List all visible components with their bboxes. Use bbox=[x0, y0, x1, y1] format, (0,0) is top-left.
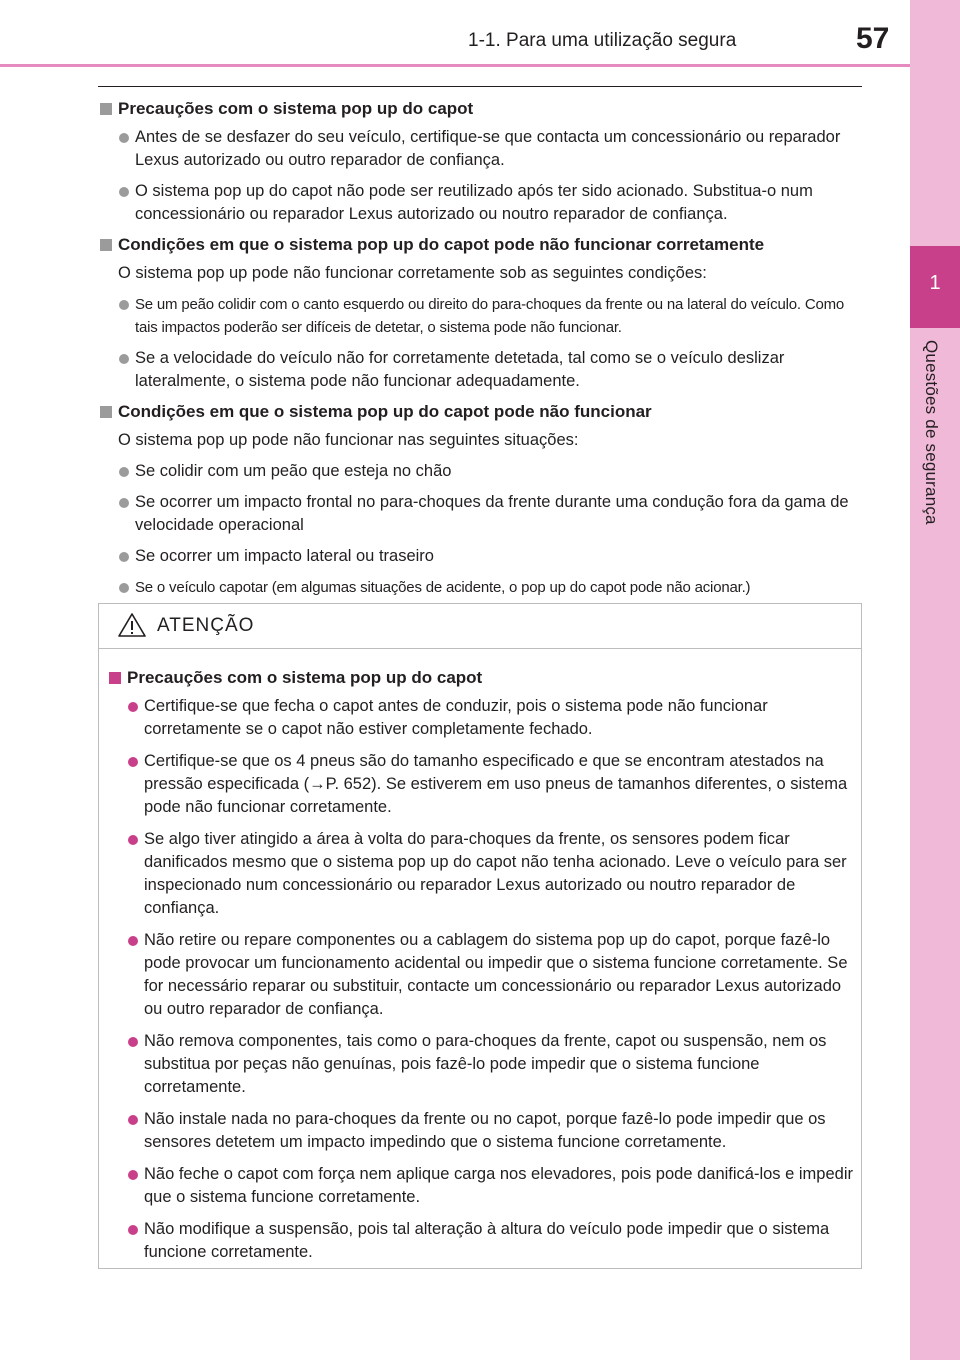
round-bullet-icon bbox=[119, 187, 129, 197]
square-bullet-icon bbox=[109, 672, 121, 684]
list-item bbox=[107, 828, 853, 920]
chapter-tab[interactable] bbox=[910, 246, 960, 328]
list-item bbox=[107, 929, 853, 1021]
round-bullet-icon bbox=[119, 354, 129, 364]
round-bullet-icon bbox=[119, 552, 129, 562]
chapter-title: Questões de segurança bbox=[922, 340, 941, 525]
round-bullet-icon bbox=[128, 702, 138, 712]
item-text: Se a velocidade do veículo não for corretamente detetada, tal como se o veículo deslizar lateralmente, o sistema pode não funcionar adequadamente. bbox=[135, 349, 785, 390]
chapter-number: 1 bbox=[929, 272, 941, 294]
item-text: Se colidir com um peão que esteja no chão bbox=[135, 462, 452, 480]
content-rule bbox=[98, 86, 862, 87]
item-text: Se algo tiver atingido a área à volta do para-choques da frente, os sensores podem ficar danificados mesmo que o sistema pop up do capot não tenha acionado. Leve o veículo para ser inspecionado num concessionário ou reparador Lexus autorizado ou noutro reparador de confiança. bbox=[144, 830, 847, 917]
item-text: Se um peão colidir com o canto esquerdo ou direito do para-choques da frente ou na lateral do veículo. Como tais impactos poderão ser difíceis de detetar, o sistema pode não funcionar. bbox=[135, 296, 845, 336]
list-item bbox=[98, 460, 862, 483]
round-bullet-icon bbox=[128, 936, 138, 946]
section-heading bbox=[98, 401, 862, 423]
list-item bbox=[107, 1218, 853, 1264]
round-bullet-icon bbox=[128, 1225, 138, 1235]
round-bullet-icon bbox=[128, 1170, 138, 1180]
item-text: Certifique-se que fecha o capot antes de conduzir, pois o sistema pode não funcionar corretamente se o capot não estiver completamente fechado. bbox=[144, 697, 768, 738]
warning-box bbox=[98, 603, 862, 1269]
heading-text: Precauções com o sistema pop up do capot bbox=[118, 99, 474, 118]
warning-body bbox=[99, 649, 861, 1264]
section-heading bbox=[98, 234, 862, 256]
page-number: 57 bbox=[856, 22, 890, 55]
item-text: Não retire ou repare componentes ou a cablagem do sistema pop up do capot, porque fazê-lo pode provocar um funcionamento acidental ou impedir que o sistema funcione corretamente. Se for necessário reparar ou substituir, contacte um concessionário ou reparador Lexus autorizado ou outro reparador de confiança. bbox=[144, 931, 848, 1018]
list-item bbox=[107, 695, 853, 741]
list-item bbox=[98, 126, 862, 172]
section-intro: O sistema pop up pode não funcionar corretamente sob as seguintes condições: bbox=[118, 264, 707, 282]
item-text: Certifique-se que os 4 pneus são do tamanho especificado e que se encontram atestados na pressão especificada (→P. 652). Se estiverem em uso pneus de tamanhos diferentes, o sistema pode não funcionar corretamente. bbox=[144, 752, 848, 816]
round-bullet-icon bbox=[128, 1115, 138, 1125]
round-bullet-icon bbox=[128, 757, 138, 767]
item-text: Antes de se desfazer do seu veículo, certifique-se que contacta um concessionário ou reparador Lexus autorizado ou outro reparador de confiança. bbox=[135, 128, 841, 169]
list-item bbox=[98, 576, 862, 599]
round-bullet-icon bbox=[119, 300, 129, 310]
list-item bbox=[107, 1163, 853, 1209]
list-item bbox=[107, 1108, 853, 1154]
round-bullet-icon bbox=[128, 835, 138, 845]
item-text: O sistema pop up do capot não pode ser reutilizado após ter sido acionado. Substitua-o num concessionário ou reparador Lexus autorizado ou noutro reparador de confiança. bbox=[135, 182, 813, 223]
heading-text: Condições em que o sistema pop up do capot pode não funcionar corretamente bbox=[118, 235, 765, 254]
round-bullet-icon bbox=[119, 498, 129, 508]
round-bullet-icon bbox=[119, 583, 129, 593]
section-title: 1-1. Para uma utilização segura bbox=[468, 30, 737, 51]
header-rule bbox=[0, 64, 910, 67]
list-item bbox=[107, 1030, 853, 1099]
item-text: Não instale nada no para-choques da frente ou no capot, porque fazê-lo pode impedir que os sensores detetem um impacto impedindo que o sistema funcione corretamente. bbox=[144, 1110, 826, 1151]
square-bullet-icon bbox=[100, 239, 112, 251]
list-item bbox=[98, 293, 862, 339]
item-text: Se o veículo capotar (em algumas situações de acidente, o pop up do capot pode não acionar.) bbox=[135, 579, 751, 596]
round-bullet-icon bbox=[119, 467, 129, 477]
list-item bbox=[107, 750, 853, 819]
item-text: Não modifique a suspensão, pois tal alteração à altura do veículo pode impedir que o sistema funcione corretamente. bbox=[144, 1220, 830, 1261]
section-heading bbox=[98, 98, 862, 120]
list-item bbox=[98, 180, 862, 226]
heading-text: Precauções com o sistema pop up do capot bbox=[127, 668, 483, 687]
square-bullet-icon bbox=[100, 103, 112, 115]
section-intro: O sistema pop up pode não funcionar nas seguintes situações: bbox=[118, 431, 579, 449]
warning-heading bbox=[107, 667, 853, 689]
heading-text: Condições em que o sistema pop up do capot pode não funcionar bbox=[118, 402, 652, 421]
warning-header bbox=[99, 604, 861, 649]
square-bullet-icon bbox=[100, 406, 112, 418]
main-content bbox=[98, 98, 862, 607]
warning-triangle-icon bbox=[117, 612, 147, 638]
list-item bbox=[98, 491, 862, 537]
list-item bbox=[98, 545, 862, 568]
item-text: Não feche o capot com força nem aplique carga nos elevadores, pois pode danificá-los e impedir que o sistema funcione corretamente. bbox=[144, 1165, 853, 1206]
side-tab bbox=[910, 0, 960, 1360]
round-bullet-icon bbox=[128, 1037, 138, 1047]
item-text: Não remova componentes, tais como o para-choques da frente, capot ou suspensão, nem os substitua por peças não genuínas, pois fazê-lo pode impedir que o sistema funcione corretamente. bbox=[144, 1032, 827, 1096]
round-bullet-icon bbox=[119, 133, 129, 143]
item-text: Se ocorrer um impacto frontal no para-choques da frente durante uma condução fora da gama de velocidade operacional bbox=[135, 493, 849, 534]
list-item bbox=[98, 347, 862, 393]
item-text: Se ocorrer um impacto lateral ou traseiro bbox=[135, 547, 434, 565]
warning-title: ATENÇÃO bbox=[157, 615, 255, 636]
